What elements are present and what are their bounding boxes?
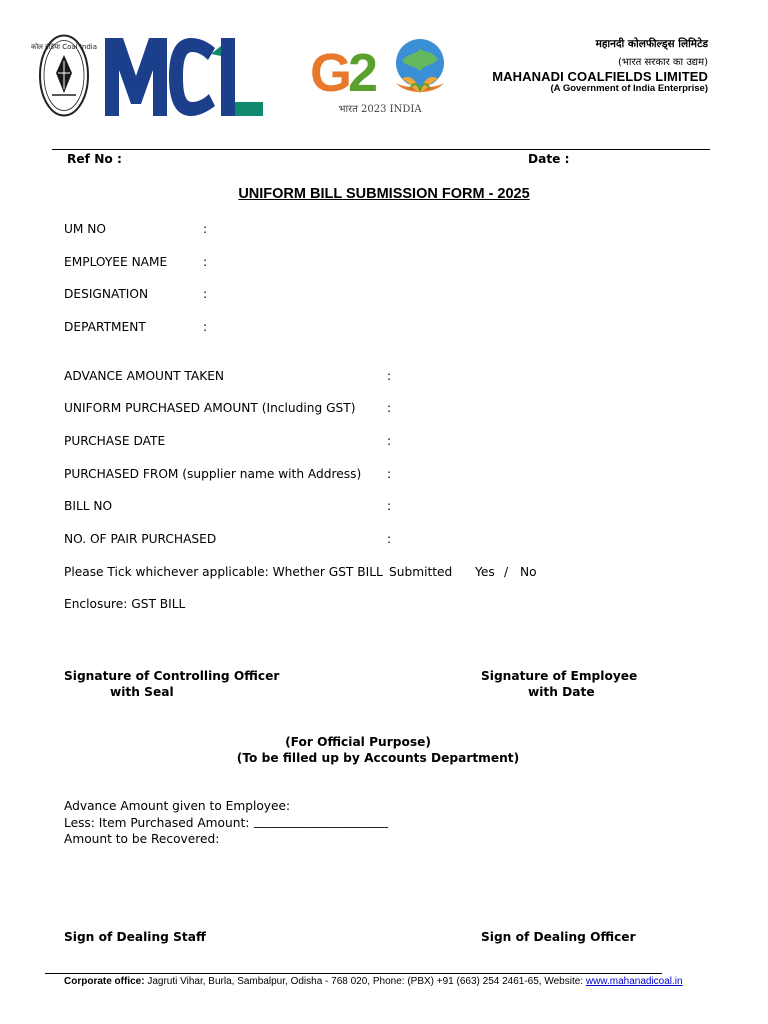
field-employee-name-label: EMPLOYEE NAME [64,255,168,269]
coal-india-logo-text: कोल इंडिया Coal India [30,43,98,51]
mcl-logo [103,32,265,120]
sign-dealing-staff-label: Sign of Dealing Staff [64,930,206,944]
sign-dealing-officer-label: Sign of Dealing Officer [481,930,636,944]
svg-text:2: 2 [348,43,379,103]
advance-given-label: Advance Amount given to Employee: [64,799,291,813]
footer-website-link[interactable]: www.mahanadicoal.in [585,976,683,987]
field-department-colon: : [203,320,208,334]
less-item-purchased-label: Less: Item Purchased Amount: [64,816,250,830]
sig-controlling-officer-sub: with Seal [110,685,174,699]
ref-no-label: Ref No : [67,152,122,166]
amount-to-recover-label: Amount to be Recovered: [64,832,220,846]
sig-employee-sub: with Date [528,685,595,699]
g20-logo [310,33,450,119]
field-purchased-amount-colon: : [387,401,392,415]
footer-address: Jagruti Vihar, Burla, Sambalpur, Odisha - 768 020, Phone: (PBX) +91 (663) 254 2461-65, Website: [144,976,586,987]
field-bill-no-label: BILL NO [64,499,113,513]
sig-employee-label: Signature of Employee [481,669,638,683]
field-um-no-colon: : [203,222,208,236]
form-title: UNIFORM BILL SUBMISSION FORM - 2025 [238,186,530,202]
svg-text:G: G [310,43,353,103]
gst-option-separator: / [504,565,509,579]
company-subtitle-hindi: (भारत सरकार का उद्यम) [618,57,708,68]
sig-controlling-officer-label: Signature of Controlling Officer [64,669,280,683]
coal-india-logo [30,33,98,118]
field-department-label: DEPARTMENT [64,320,146,334]
field-purchased-from-colon: : [387,467,392,481]
field-purchased-from-label: PURCHASED FROM (supplier name with Address) [64,467,362,481]
field-pairs-purchased-colon: : [387,532,392,546]
field-pairs-purchased-label: NO. OF PAIR PURCHASED [64,532,217,546]
header-divider [52,149,710,150]
less-item-underline: ______________________ [254,814,389,828]
field-um-no-label: UM NO [64,222,107,236]
field-employee-name-colon: : [203,255,208,269]
gst-submitted-label: Submitted [389,565,453,579]
field-advance-amount-label: ADVANCE AMOUNT TAKEN [64,369,225,383]
company-name-hindi: महानदी कोलफील्ड्स लिमिटेड [595,38,708,50]
field-purchase-date-label: PURCHASE DATE [64,434,166,448]
field-bill-no-colon: : [387,499,392,513]
gst-option-yes[interactable]: Yes [475,565,495,579]
field-purchase-date-colon: : [387,434,392,448]
enclosure-text: Enclosure: GST BILL [64,597,186,611]
company-subtitle: (A Government of India Enterprise) [550,83,708,94]
g20-logo-subtitle: भारत 2023 INDIA [338,104,422,115]
field-designation-colon: : [203,287,208,301]
footer-divider [45,973,662,974]
gst-tick-label: Please Tick whichever applicable: Whether GST BILL [64,565,383,579]
date-label: Date : [528,152,570,166]
field-advance-amount-colon: : [387,369,392,383]
field-designation-label: DESIGNATION [64,287,149,301]
footer-label: Corporate office: [64,976,145,987]
footer [64,976,683,987]
gst-option-no[interactable]: No [520,565,537,579]
field-purchased-amount-label: UNIFORM PURCHASED AMOUNT (Including GST) [64,401,356,415]
official-purpose-heading: (For Official Purpose) [285,735,431,749]
company-name: MAHANADI COALFIELDS LIMITED [492,69,708,84]
official-purpose-subheading: (To be filled up by Accounts Department) [236,751,520,765]
